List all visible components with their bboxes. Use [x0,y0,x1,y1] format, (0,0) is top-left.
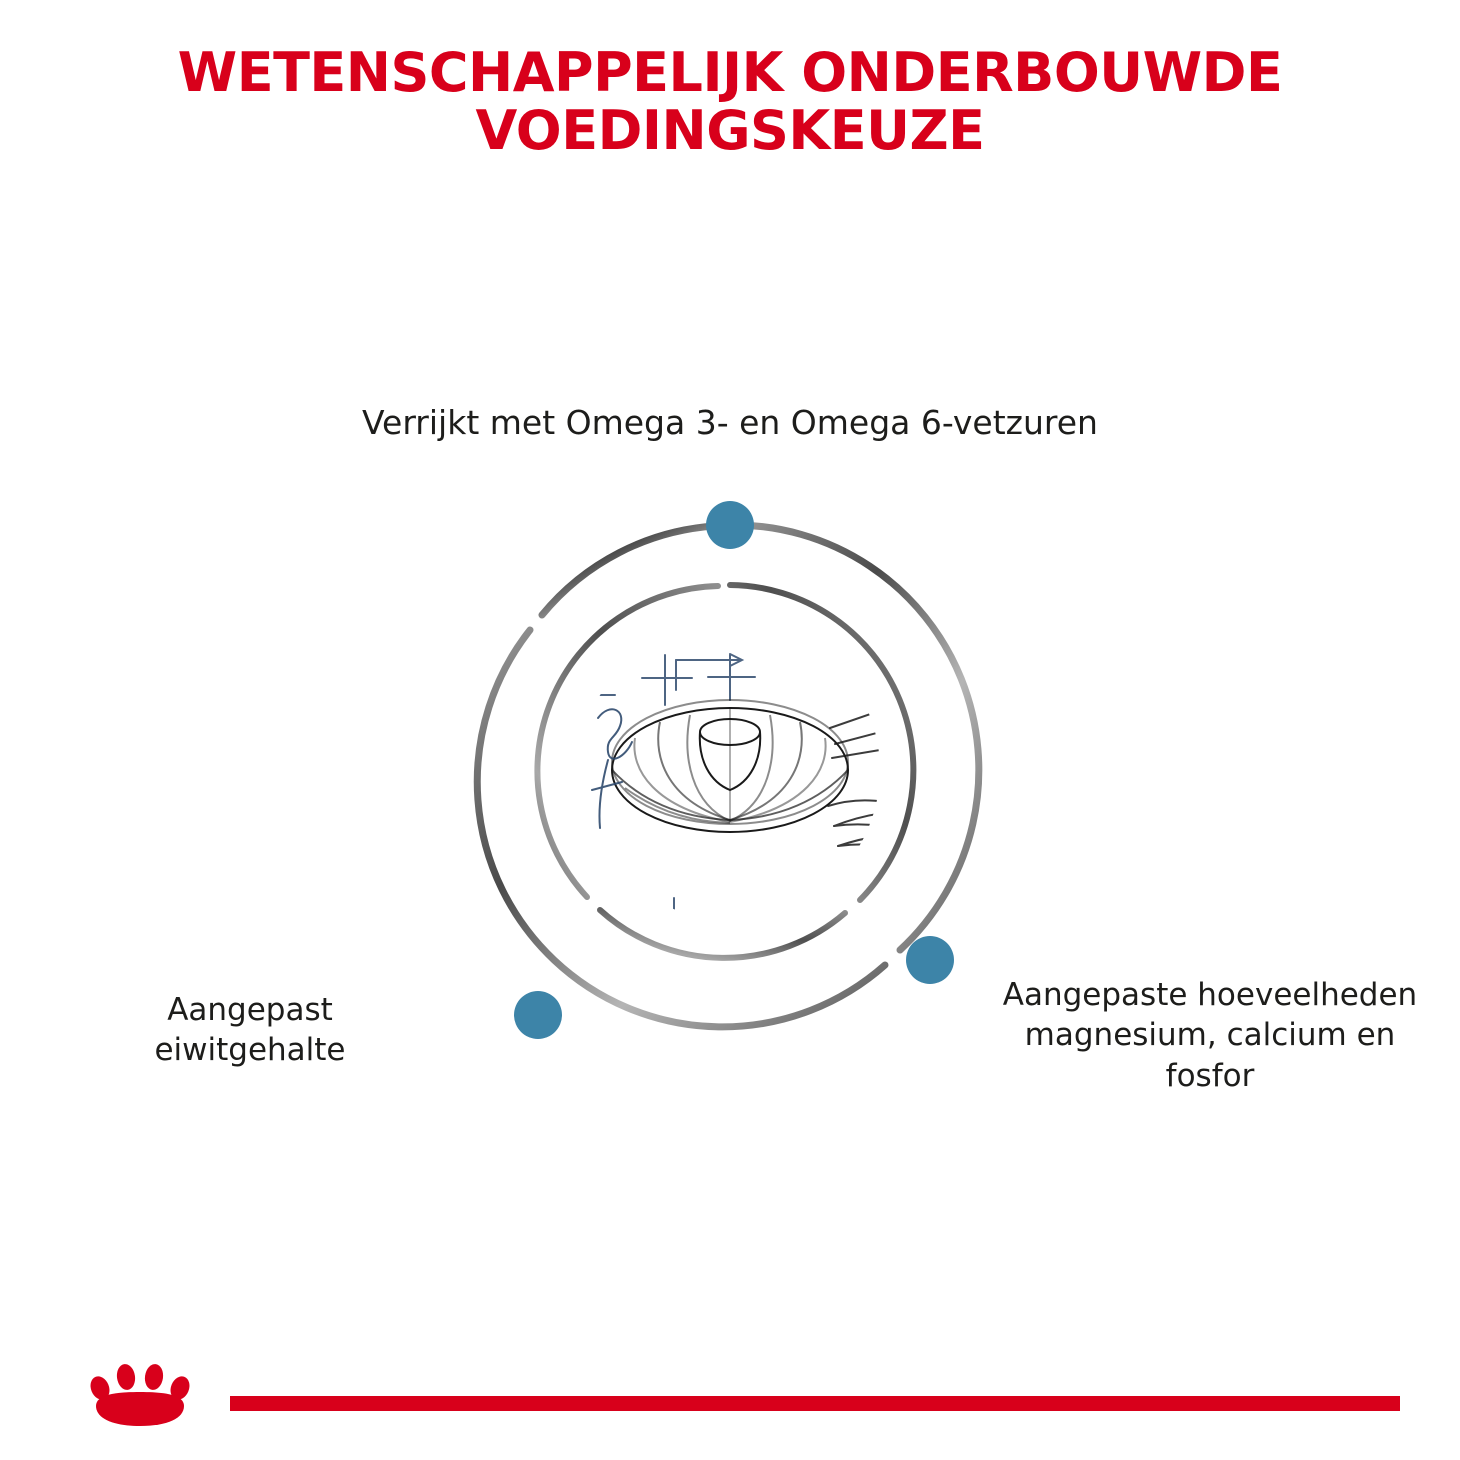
brand-logo [60,1348,230,1460]
inner-ring [537,585,913,958]
node-dot-top [706,501,754,549]
royal-canin-crown-logo-icon [60,1348,230,1460]
headline-line-1: WETENSCHAPPELIJK ONDERBOUWDE [177,41,1283,105]
nutrition-diagram [430,470,1030,1070]
label-minerals: Aangepaste hoeveelheden magnesium, calcium en fosfor [1002,977,1418,1094]
page-title [0,41,1460,163]
outer-ring [477,525,979,1027]
caption-omega: Verrijkt met Omega 3- en Omega 6-vetzuren [362,403,1098,442]
headline-line-2: VOEDINGSKEUZE [475,99,985,163]
node-dot-right [906,936,954,984]
node-dot-left [514,991,562,1039]
footer [0,1348,1460,1460]
label-protein: Aangepast eiwitgehalte [154,992,346,1069]
footer-red-bar [60,1396,1400,1411]
